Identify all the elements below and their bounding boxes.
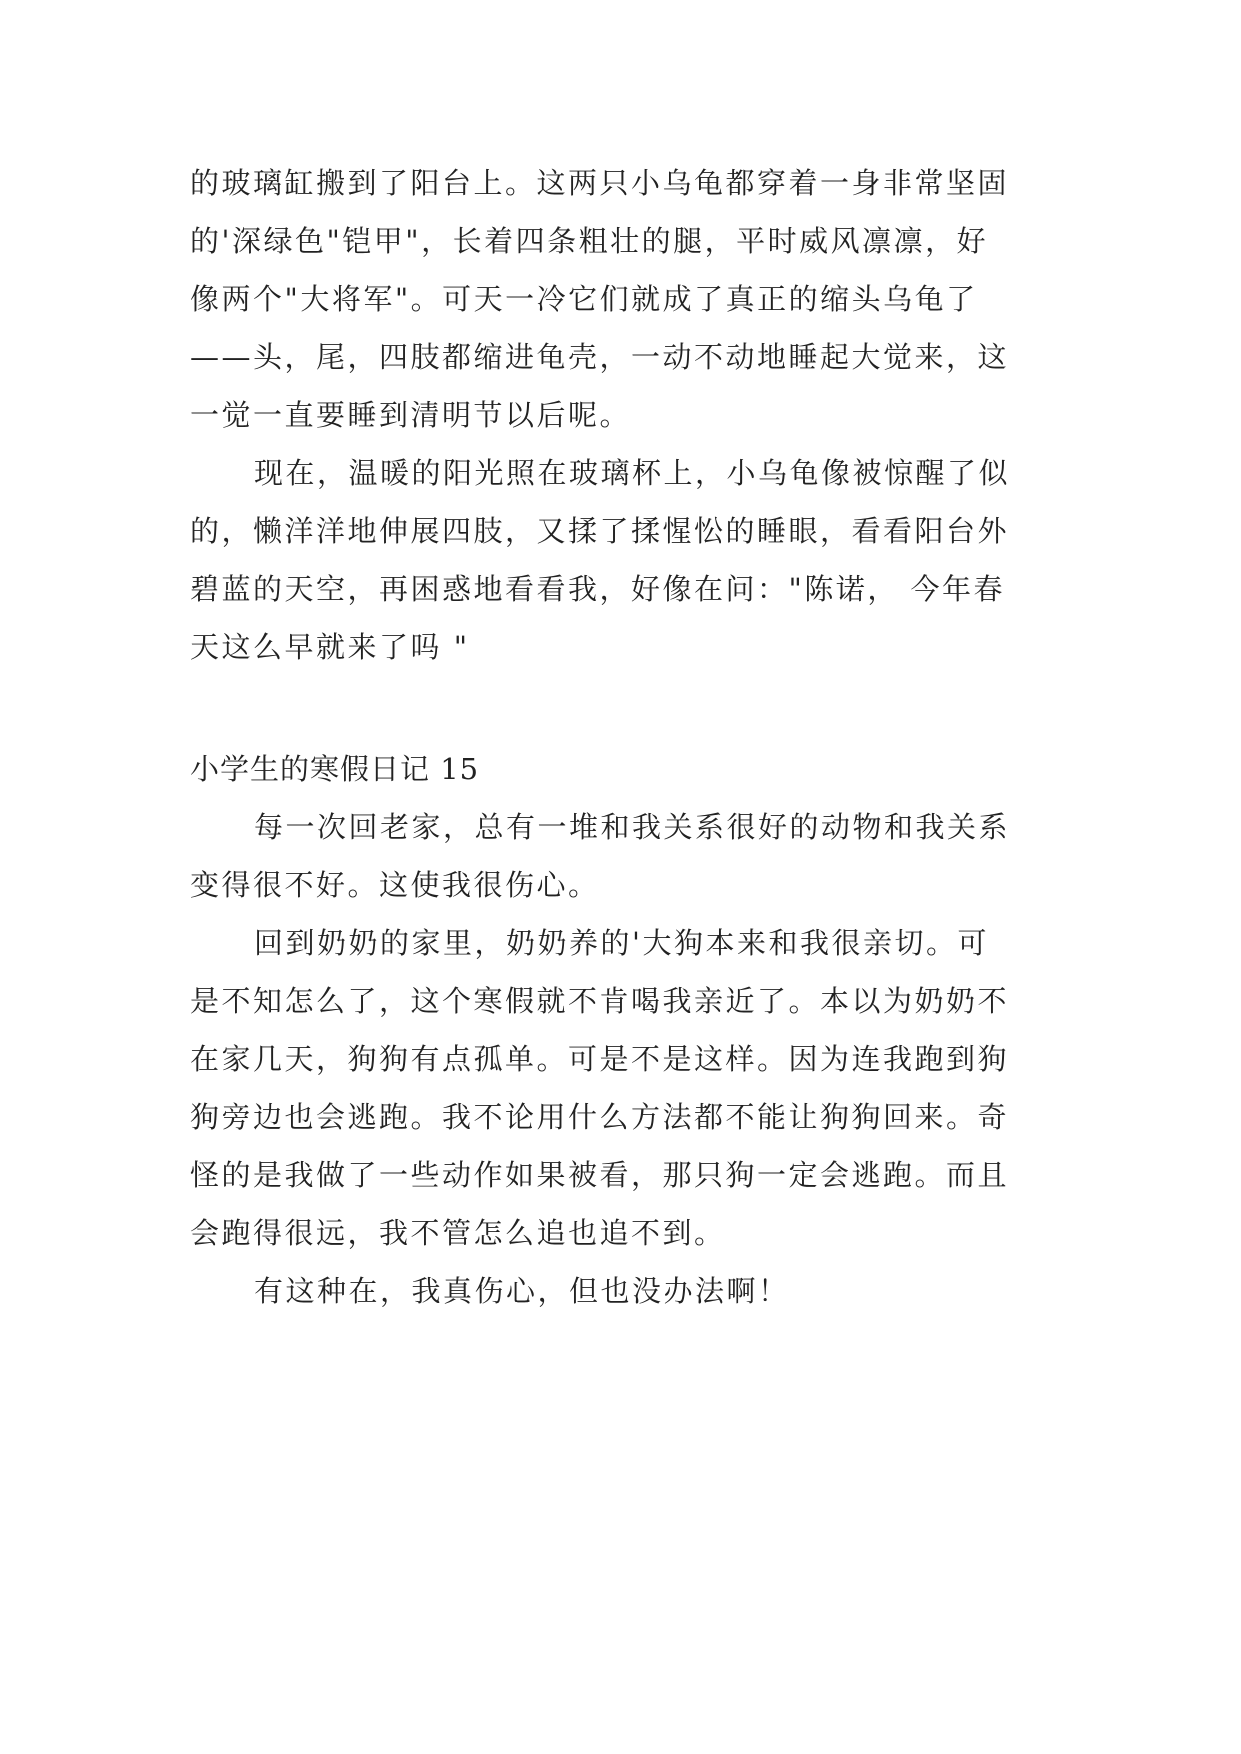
text-line: 变得很不好。这使我很伤心。 (190, 868, 600, 902)
text-line: 每一次回老家，总有一堆和我关系很好的动物和我关系 (254, 810, 1011, 844)
text-line: 怪的是我做了一些动作如果被看，那只狗一定会逃跑。而且 (190, 1158, 1010, 1192)
text-line: 会跑得很远，我不管怎么追也追不到。 (190, 1216, 726, 1250)
section1-paragraph-2 (190, 444, 1050, 676)
section2-paragraph-3 (190, 1262, 1050, 1320)
text-line: 的玻璃缸搬到了阳台上。这两只小乌龟都穿着一身非常坚固 (190, 166, 1010, 200)
text-line: 是不知怎么了，这个寒假就不肯喝我亲近了。本以为奶奶不 (190, 984, 1010, 1018)
section1-paragraph-1 (190, 154, 1050, 444)
section-heading: 小学生的寒假日记 15 (190, 752, 480, 786)
text-line: 的，懒洋洋地伸展四肢，又揉了揉惺忪的睡眼，看看阳台外 (190, 514, 1010, 548)
text-line: 一觉一直要睡到清明节以后呢。 (190, 398, 632, 432)
text-line: 像两个"大将军"。可天一冷它们就成了真正的缩头乌龟了 (190, 282, 978, 316)
text-line: 现在，温暖的阳光照在玻璃杯上，小乌龟像被惊醒了似 (254, 456, 1011, 490)
text-line: 狗旁边也会逃跑。我不论用什么方法都不能让狗狗回来。奇 (190, 1100, 1010, 1134)
text-line: ——头，尾，四肢都缩进龟壳，一动不动地睡起大觉来，这 (190, 340, 1010, 374)
text-line: 在家几天，狗狗有点孤单。可是不是这样。因为连我跑到狗 (190, 1042, 1010, 1076)
text-line: 碧蓝的天空，再困惑地看看我，好像在问："陈诺， 今年春 (190, 572, 1006, 606)
section2-paragraph-1 (190, 798, 1050, 914)
section2-paragraph-2 (190, 914, 1050, 1262)
text-line: 天这么早就来了吗 " (190, 630, 470, 664)
text-line: 回到奶奶的家里，奶奶养的'大狗本来和我很亲切。可 (254, 926, 989, 960)
section1-body (190, 154, 1050, 676)
text-line: 的'深绿色"铠甲"，长着四条粗壮的腿，平时威风凛凛，好 (190, 224, 989, 258)
section2-body (190, 798, 1050, 1320)
text-line: 有这种在，我真伤心，但也没办法啊！ (254, 1274, 790, 1308)
